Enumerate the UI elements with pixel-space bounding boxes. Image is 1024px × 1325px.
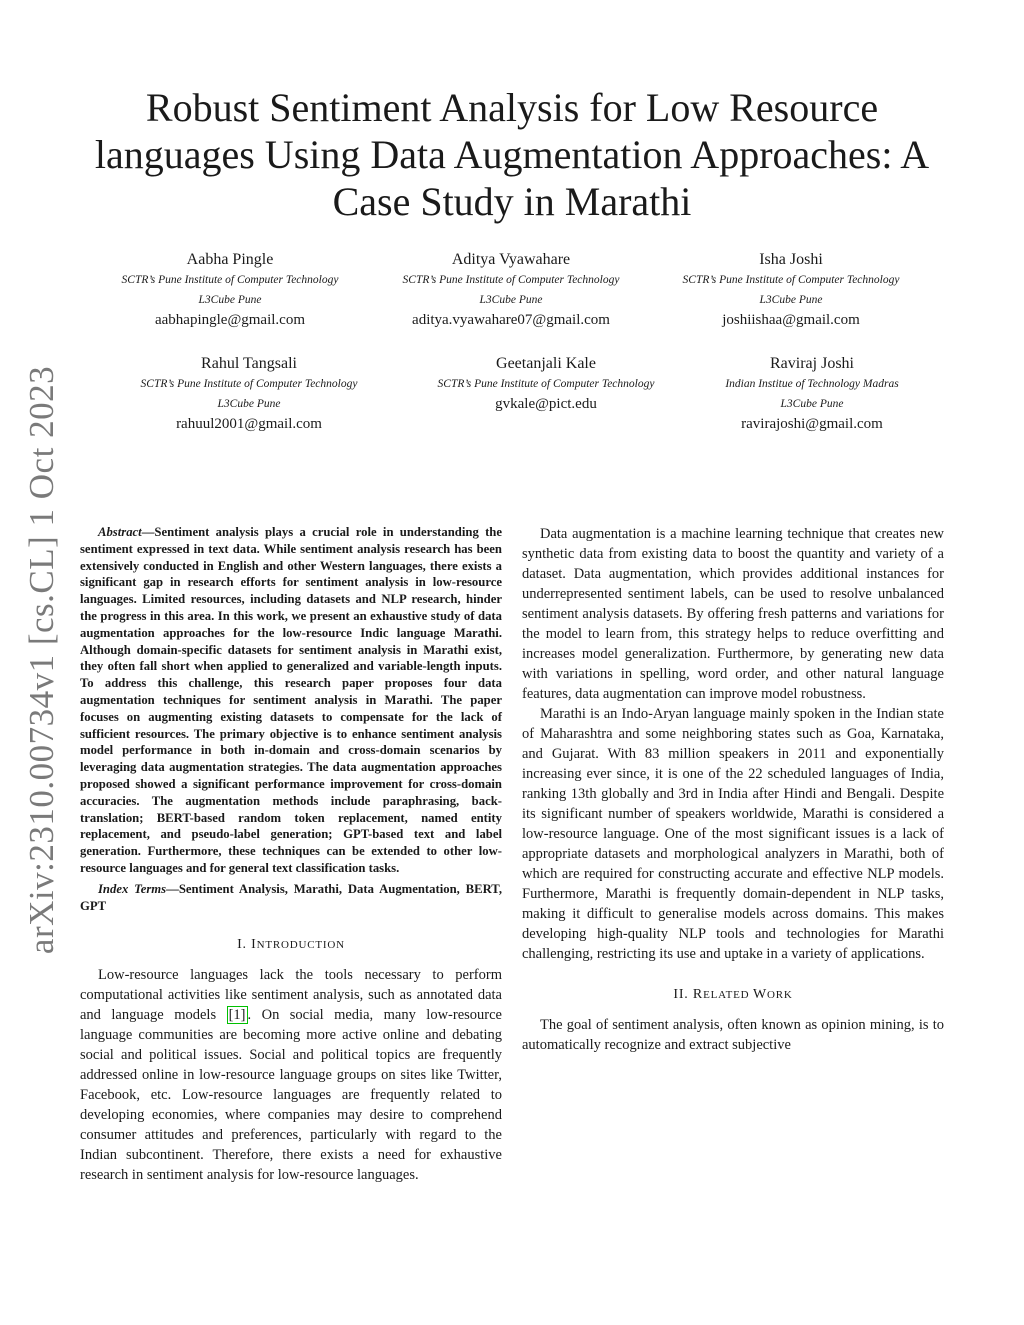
author-name: Raviraj Joshi xyxy=(770,355,854,372)
author-email: aabhapingle@gmail.com xyxy=(154,312,305,328)
arxiv-stamp: arXiv:2310.00734v1 [cs.CL] 1 Oct 2023 xyxy=(22,365,62,955)
author-affiliation: SCTR’s Pune Institute of Computer Technology xyxy=(121,274,339,286)
author-affiliation: SCTR’s Pune Institute of Computer Technology xyxy=(140,378,358,390)
section-heading-introduction: I. INTRODUCTION xyxy=(237,937,345,953)
author-email: gvkale@pict.edu xyxy=(495,396,597,412)
author-block xyxy=(662,354,962,436)
abstract xyxy=(80,524,502,877)
author-affiliation: L3Cube Pune xyxy=(217,398,281,410)
author-name: Geetanjali Kale xyxy=(496,355,596,372)
author-email: aditya.vyawahare07@gmail.com xyxy=(412,312,610,328)
paragraph: The goal of sentiment analysis, often known as opinion mining, is to automatically recognize and extract subjective xyxy=(522,1017,944,1053)
paragraph: Low-resource languages lack the tools necessary to perform computational activities like sentiment analysis, such as annotated data and language models [1] . On social media, many low-resource language communities are becoming more active online and debating social and political issues. Social and political topics are frequently addressed online in low-resource language groups on sites like Twitter, Facebook, etc. Low-resource languages are frequently related to developing economies, where companies may desire to comprehend consumer attitudes and preferences, particularly with regard to the Indian subcontinent. Therefore, there exists a need for exhaustive research in sentiment analysis for low-resource languages. xyxy=(80,967,502,1184)
author-block xyxy=(641,250,941,332)
author-affiliation: Indian Institue of Technology Madras xyxy=(725,378,899,390)
author-affiliation: L3Cube Pune xyxy=(198,294,262,306)
author-block xyxy=(99,354,399,436)
abstract-label: Abstract xyxy=(98,525,142,539)
author-affiliation: L3Cube Pune xyxy=(780,398,844,410)
paper-title: Robust Sentiment Analysis for Low Resource languages Using Data Augmentation Approaches: A Case Study in Marathi xyxy=(94,85,930,224)
author-affiliation: L3Cube Pune xyxy=(479,294,543,306)
author-affiliation: L3Cube Pune xyxy=(759,294,823,306)
author-block xyxy=(80,250,380,332)
index-terms xyxy=(80,881,502,915)
author-block xyxy=(361,250,661,332)
author-email: rahuul2001@gmail.com xyxy=(176,416,322,432)
author-name: Aabha Pingle xyxy=(186,251,274,268)
citation-link[interactable]: [1] xyxy=(228,1007,246,1024)
left-column xyxy=(80,524,502,1185)
paragraph: Marathi is an Indo-Aryan language mainly spoken in the Indian state of Maharashtra and some neighboring states such as Goa, Karnataka, and Gujarat. With 83 million speakers in 2011 and exponentially increasing ever since, it is one of the 22 scheduled languages of India, ranking 13th globally and 3rd in India after Hindi and Bengali. Despite its significant number of speakers worldwide, Marathi is considered a low-resource language. One of the most significant issues is a lack of appropriate datasets and morphological analyzers in Marathi, both of which are required for constructing accurate and effective NLP models. Furthermore, Marathi is frequently domain-dependent in NLP tasks, making it difficult to generalise models across domains. This makes developing high-quality NLP tools and technologies for Marathi challenging, restricting its use and uptake in a variety of applications. xyxy=(522,706,944,962)
index-terms-label: Index Terms xyxy=(98,881,167,896)
right-column xyxy=(522,524,944,1055)
section-heading-related-work: II. RELATED WORK xyxy=(673,987,793,1002)
paragraph: Data augmentation is a machine learning technique that creates new synthetic data from existing data to boost the quantity and variety of a dataset. Data augmentation, which provides additional instances for underrepresented sentiment labels, can be used to resolve unbalanced sentiment analysis datasets. By offering fresh patterns and variations for the model to learn from, this strategy helps to reduce overfitting and increases model generalization. Furthermore, by generating new data with variations in spelling, word order, and other natural language features, data augmentation can improve model robustness. xyxy=(522,526,944,702)
author-name: Aditya Vyawahare xyxy=(451,251,571,268)
author-block xyxy=(396,354,696,416)
author-email: joshiishaa@gmail.com xyxy=(722,312,860,328)
author-affiliation: SCTR’s Pune Institute of Computer Technology xyxy=(402,274,620,286)
author-affiliation: SCTR’s Pune Institute of Computer Technology xyxy=(682,274,900,286)
index-terms-text: —Sentiment Analysis, Marathi, Data Augmentation, BERT, GPT xyxy=(80,881,502,913)
author-name: Isha Joshi xyxy=(759,251,823,268)
author-affiliation: SCTR’s Pune Institute of Computer Technology xyxy=(437,378,655,390)
abstract-text: —Sentiment analysis plays a crucial role in understanding the sentiment expressed in text data. While sentiment analysis research has been extensively conducted in English and other Western languages, there exists a significant gap in research efforts for sentiment analysis in low-resource languages. Limited resources, including datasets and NLP research, hinder the progress in this area. In this work, we present an exhaustive study of data augmentation approaches for the low-resource Indic language Marathi. Although domain-specific datasets for sentiment analysis in Marathi exist, they often fall short when applied to generalized and variable-length inputs. To address this challenge, this research paper proposes four data augmentation techniques for sentiment analysis in Marathi. The paper focuses on augmenting existing datasets to compensate for the lack of sufficient resources. The primary objective is to enhance sentiment analysis model performance in both in-domain and cross-domain scenarios by leveraging data augmentation strategies. The data augmentation approaches proposed showed a significant performance improvement for cross-domain accuracies. The augmentation methods include paraphrasing, back-translation; BERT-based random token replacement, named entity replacement, and pseudo-label generation; GPT-based text and label generation. Furthermore, these techniques can be extended to other low-resource languages and for general text classification tasks. xyxy=(80,525,502,875)
author-name: Rahul Tangsali xyxy=(201,355,297,372)
author-email: ravirajoshi@gmail.com xyxy=(741,416,883,432)
